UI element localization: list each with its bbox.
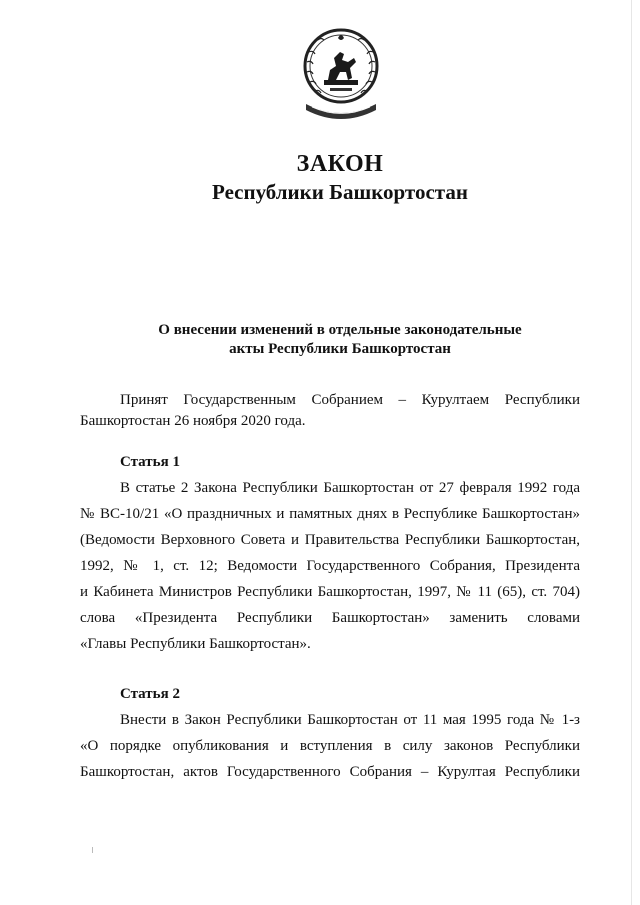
subject-line: акты Республики Башкортостан: [229, 341, 451, 357]
paragraph-line: Башкортостан 26 ноября 2020 года.: [80, 413, 306, 429]
paragraph-line: Принят Государственным Собранием – Курултаем Республики: [120, 392, 580, 408]
paragraph-line: 1992, № 1, ст. 12; Ведомости Государственного Собрания, Президента: [80, 558, 580, 574]
article-2-heading: Статья 2: [120, 686, 180, 702]
subject-line: О внесении изменений в отдельные законодательные: [158, 322, 522, 338]
paragraph-line: и Кабинета Министров Республики Башкортостан, 1997, № 11 (65), ст. 704): [80, 584, 580, 600]
scan-mark: [92, 847, 93, 853]
coat-of-arms-emblem: [300, 22, 382, 126]
paragraph-line: «Главы Республики Башкортостан».: [80, 636, 311, 652]
law-subject: [130, 321, 550, 359]
paragraph-line: № ВС-10/21 «О праздничных и памятных днях в Республике Башкортостан»: [80, 506, 580, 522]
paragraph-line: (Ведомости Верховного Совета и Правительства Республики Башкортостан,: [80, 532, 580, 548]
paragraph-line: Башкортостан, актов Государственного Собрания – Курултая Республики: [80, 764, 580, 780]
document-title: ЗАКОН: [296, 151, 384, 177]
paragraph-line: Внести в Закон Республики Башкортостан от 11 мая 1995 года № 1-з: [120, 712, 580, 728]
scan-edge-line: [631, 0, 632, 905]
paragraph-line: В статье 2 Закона Республики Башкортостан от 27 февраля 1992 года: [120, 480, 580, 496]
paragraph-line: «О порядке опубликования и вступления в силу законов Республики: [80, 738, 580, 754]
document-subtitle: Республики Башкортостан: [212, 180, 468, 204]
article-1-heading: Статья 1: [120, 454, 180, 470]
paragraph-line: слова «Президента Республики Башкортостан» заменить словами: [80, 610, 580, 626]
